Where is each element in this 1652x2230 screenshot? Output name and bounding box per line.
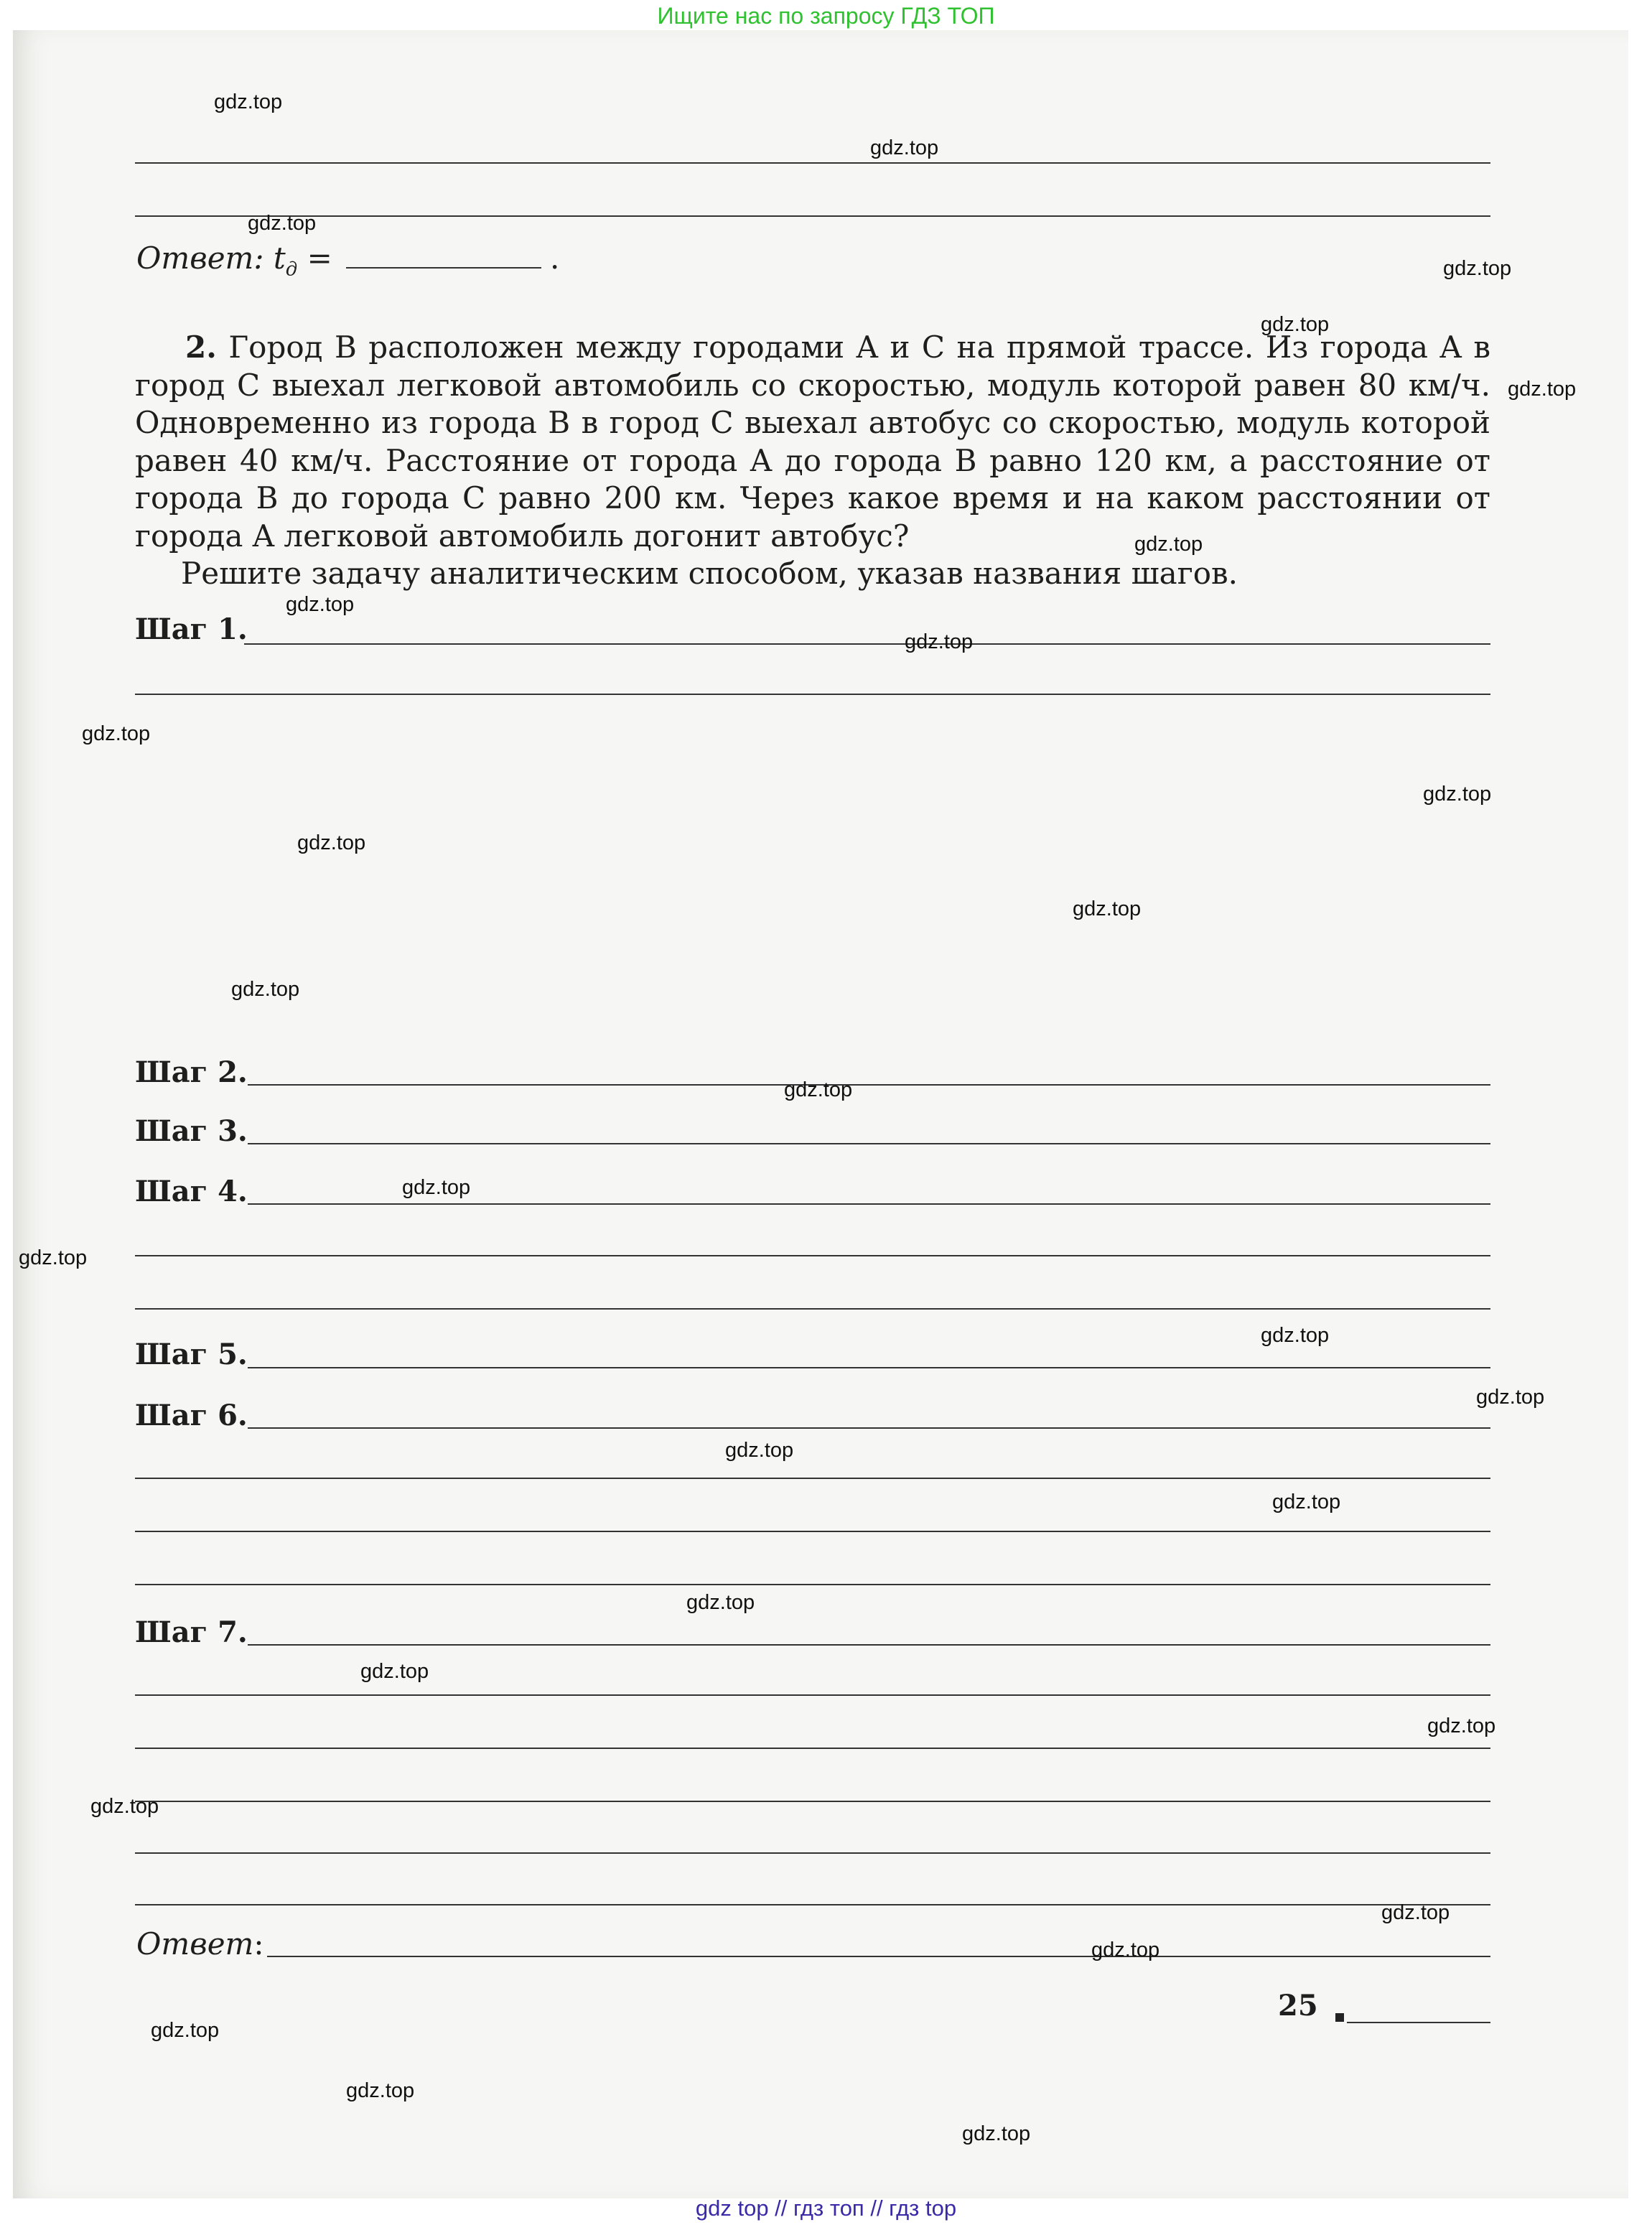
task-number: 2. (185, 330, 217, 365)
step-5-line (248, 1367, 1490, 1368)
watermark: gdz.top (231, 978, 300, 1001)
step-1-line (244, 643, 1490, 645)
watermark: gdz.top (1381, 1901, 1450, 1924)
watermark: gdz.top (784, 1078, 853, 1101)
task-text: Город B расположен между городами A и C на прямой трассе. Из города A в город C выехал легковой автомобиль со скоростью, модуль которой равен 80 км/ч. Одновременно из города B в город C выехал автобус со скоростью, модуль которой равен 40 км/ч. Расстояние от города A до города B равно 120 км, а расстояние от города B до города C равно 200 км. Через какое время и на каком расстоянии от города A легковой автомобиль догонит автобус? (135, 330, 1490, 554)
step-4-line (248, 1203, 1490, 1205)
step-6-line-2 (135, 1478, 1490, 1479)
step-7-line-4 (135, 1801, 1490, 1802)
watermark: gdz.top (1134, 533, 1203, 556)
watermark: gdz.top (1427, 1715, 1496, 1737)
step-3-label: Шаг 3. (135, 1114, 248, 1148)
answer-label: Ответ (136, 241, 254, 276)
page-number: 25 (1278, 1989, 1318, 2023)
watermark: gdz.top (686, 1591, 755, 1614)
watermark: gdz.top (1423, 783, 1492, 806)
step-6-label: Шаг 6. (135, 1399, 248, 1432)
step-4-line-3 (135, 1308, 1490, 1310)
step-2-label: Шаг 2. (135, 1055, 248, 1089)
search-banner[interactable]: Ищите нас по запросу ГДЗ ТОП (657, 3, 995, 29)
watermark: gdz.top (1091, 1939, 1160, 1961)
time-variable: t (273, 241, 286, 276)
step-4-label: Шаг 4. (135, 1175, 248, 1208)
watermark: gdz.top (1261, 1324, 1330, 1347)
step-6-line-3 (135, 1531, 1490, 1532)
watermark: gdz.top (725, 1439, 794, 1462)
step-7-line-5 (135, 1852, 1490, 1854)
watermark: gdz.top (346, 2079, 415, 2102)
watermark: gdz.top (248, 212, 317, 235)
watermark: gdz.top (1508, 378, 1577, 401)
step-1-label: Шаг 1. (135, 612, 248, 646)
watermark: gdz.top (297, 831, 366, 854)
answer-period: . (550, 241, 560, 276)
step-7-line-3 (135, 1748, 1490, 1749)
watermark: gdz.top (1476, 1386, 1545, 1409)
watermark: gdz.top (1073, 897, 1142, 920)
watermark: gdz.top (151, 2019, 220, 2042)
step-7-label: Шаг 7. (135, 1615, 248, 1649)
watermark: gdz.top (402, 1176, 471, 1199)
step-6-line-4 (135, 1584, 1490, 1585)
equals-sign: = (307, 241, 332, 276)
step-4-line-2 (135, 1255, 1490, 1256)
step-5-label: Шаг 5. (135, 1338, 248, 1371)
footer-links[interactable]: gdz top // гдз топ // гдз top (695, 2196, 957, 2221)
watermark: gdz.top (905, 630, 974, 653)
watermark: gdz.top (1272, 1490, 1341, 1513)
watermark: gdz.top (214, 90, 283, 113)
answer-blank (346, 267, 541, 269)
step-7-line-2 (135, 1694, 1490, 1696)
answer-time: Ответ: $t_д$ = (136, 241, 332, 281)
final-answer (136, 1926, 264, 1961)
watermark: gdz.top (19, 1246, 88, 1269)
watermark: gdz.top (286, 593, 355, 616)
step-3-line (248, 1143, 1490, 1144)
page-number-line (1347, 2022, 1490, 2023)
answer-line (135, 215, 1490, 217)
final-answer-label: Ответ (136, 1926, 254, 1961)
step-1-line-2 (135, 694, 1490, 695)
step-7-line (248, 1644, 1490, 1646)
watermark: gdz.top (1261, 313, 1330, 336)
watermark: gdz.top (962, 2122, 1031, 2145)
time-subscript: д (285, 258, 298, 281)
final-answer-colon: : (253, 1926, 264, 1961)
step-7-line-6 (135, 1904, 1490, 1905)
watermark: gdz.top (90, 1795, 159, 1818)
watermark: gdz.top (1443, 257, 1512, 280)
watermark: gdz.top (870, 136, 939, 159)
page-marker (1335, 2013, 1344, 2022)
step-2-line (248, 1084, 1490, 1086)
watermark: gdz.top (360, 1660, 429, 1683)
task-instruction: Решите задачу аналитическим способом, указав названия шагов. (181, 556, 1238, 591)
step-6-line (248, 1427, 1490, 1429)
task-2 (135, 329, 1490, 593)
answer-line (135, 162, 1490, 164)
final-answer-line (267, 1956, 1490, 1957)
watermark: gdz.top (82, 722, 151, 745)
